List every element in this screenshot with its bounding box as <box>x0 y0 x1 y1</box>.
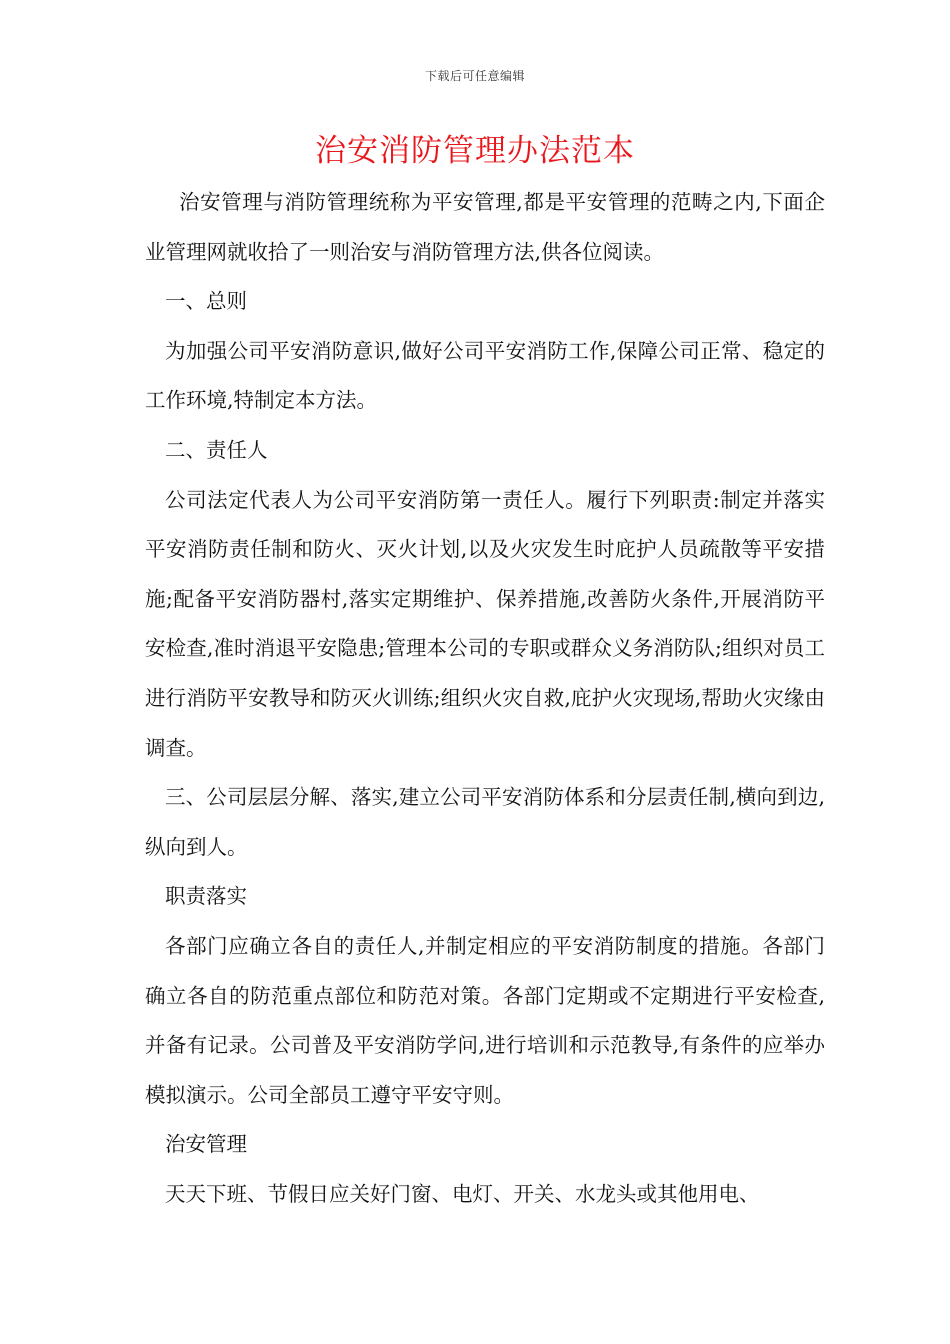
security-paragraph: 天天下班、节假日应关好门窗、电灯、开关、水龙头或其他用电、 <box>165 1181 760 1206</box>
header-note: 下载后可任意编辑 <box>424 69 525 83</box>
section-heading-responsible-person: 二、责任人 <box>165 437 268 462</box>
section-heading-duty: 职责落实 <box>165 884 247 909</box>
document-title: 治安消防管理办法范本 <box>315 133 635 169</box>
intro-paragraph: 治安管理与消防管理统称为平安管理,都是平安管理的范畴之内,下面企业管理网就收拾了一则治安与消防管理方法,供各位阅读。 <box>145 190 825 264</box>
general-paragraph: 为加强公司平安消防意识,做好公司平安消防工作,保障公司正常、稳定的工作环境,特制定本方法。 <box>145 338 825 413</box>
section-heading-general: 一、总则 <box>165 289 247 314</box>
document-body <box>145 178 825 1219</box>
section-heading-security: 治安管理 <box>165 1132 247 1157</box>
duty-paragraph: 各部门应确立各自的责任人,并制定相应的平安消防制度的措施。各部门确立各自的防范重点部位和防范对策。各部门定期或不定期进行平安检查,并备有记录。公司普及平安消防学问,进行培训和示范教导,有条件的应举办模拟演示。公司全部员工遵守平安守则。 <box>145 933 825 1107</box>
responsible-person-paragraph: 公司法定代表人为公司平安消防第一责任人。履行下列职责:制定并落实平安消防责任制和防火、灭火计划,以及火灾发生时庇护人员疏散等平安措施;配备平安消防器村,落实定期维护、保养措施,改善防火条件,开展消防平安检查,准时消退平安隐患;管理本公司的专职或群众义务消防队;组织对员工进行消防平安教导和防灭火训练;组织火灾自救,庇护火灾现场,帮助火灾缘由调查。 <box>145 487 825 760</box>
section-three-paragraph: 三、公司层层分解、落实,建立公司平安消防体系和分层责任制,横向到边,纵向到人。 <box>145 785 825 859</box>
